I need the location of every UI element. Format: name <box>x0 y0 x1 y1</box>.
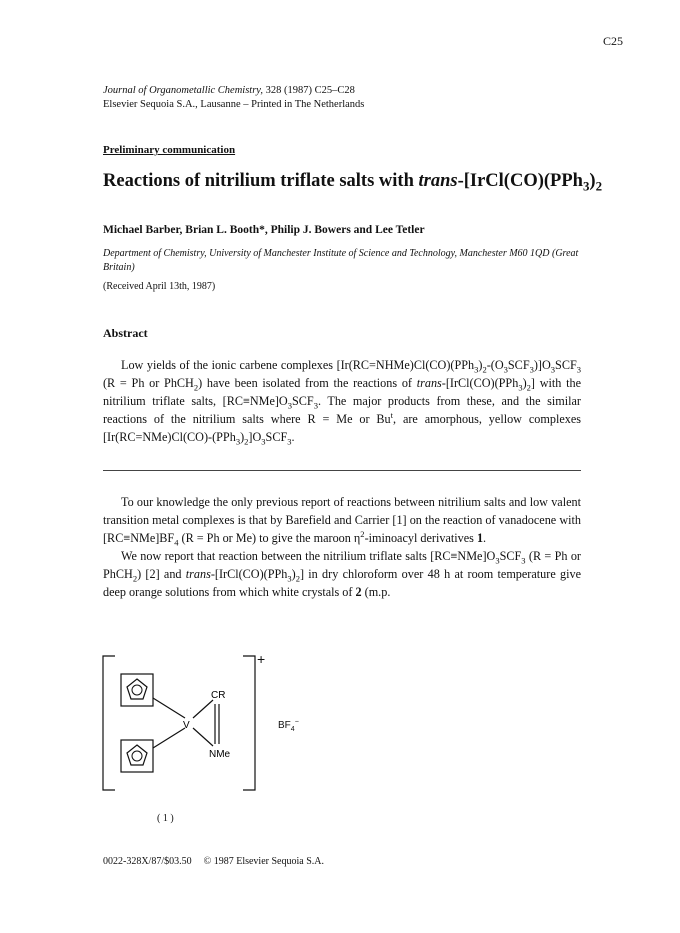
bond-line <box>153 728 185 748</box>
counter-anion: $BF_4^-$ <box>278 718 299 733</box>
right-bracket <box>243 656 255 790</box>
bond-line <box>193 728 213 746</box>
vanadocene-structure <box>95 648 295 798</box>
received-date: (Received April 13th, 1987) <box>103 281 216 292</box>
bond-line <box>153 698 185 718</box>
cyclopentadienyl-ring <box>121 740 153 772</box>
journal-title: Journal of Organometallic Chemistry, <box>103 85 264 96</box>
publisher-line: Elsevier Sequoia S.A., Lausanne – Printed in The Netherlands <box>103 99 365 110</box>
affiliation: Department of Chemistry, University of Manchester Institute of Science and Technology, Manchester M60 1QD (Great Britain) <box>103 248 579 273</box>
compound-number: ( 1 ) <box>157 813 174 824</box>
page-footer <box>103 856 336 867</box>
cyclopentadienyl-ring <box>121 674 153 706</box>
abstract-heading: Abstract <box>103 326 148 340</box>
journal-citation <box>103 84 364 112</box>
journal-volume: 328 (1987) C25–C28 <box>263 85 355 96</box>
vanadium-label: V <box>183 720 190 731</box>
article-title: Reactions of nitrilium triflate salts with trans-[$IrCl(CO)(PPh_3)_2$ <box>103 171 603 194</box>
charge-label: + <box>257 651 266 667</box>
paragraph: We now report that reaction between the nitrilium triflate salts $[RC\equiv NMe]O_3SCF_3$ (R = Ph or PhCH$_2$) [2] and trans-$[IrCl(CO)(PPh_3)_2]$ in dry chloroform over 48 h at room temperature give deep orange solutions from which white crystals of 2 (m.p. <box>103 549 581 599</box>
section-label: Preliminary communication <box>103 144 236 156</box>
section-divider <box>103 470 581 471</box>
body-text <box>103 493 581 601</box>
copyright: © 1987 Elsevier Sequoia S.A. <box>203 856 324 867</box>
issn-price: 0022-328X/87/$03.50 <box>103 856 192 867</box>
cr-label: CR <box>211 690 226 701</box>
left-bracket <box>103 656 115 790</box>
abstract-text: Low yields of the ionic carbene complexes $[Ir(RC=NHMe)Cl(CO)(PPh_3)_2-(O_3SCF_3)]O_3SCF_3$ (R = Ph or PhCH$_2$) have been isolated from the reactions of trans-$[IrCl(CO)(PPh_3)_2]$ with the nitrilium triflate salts, $[RC\equiv NMe]O_3SCF_3$. The major products from these, and the similar reactions of the nitrilium salts where R = Me or Bu$^t$, are amorphous, yellow complexes $[Ir(RC=NMe)Cl(CO)-(PPh_3)_2]O_3SCF_3$. <box>103 358 581 447</box>
author-list: Michael Barber, Brian L. Booth*, Philip J. Bowers and Lee Tetler <box>103 224 425 236</box>
bond-line <box>193 700 213 718</box>
nme-label: NMe <box>209 749 231 760</box>
paragraph: To our knowledge the only previous report of reactions between nitrilium salts and low valent transition metal complexes is that by Barefield and Carrier [1] on the reaction of vanadocene with $[RC\equiv NMe]BF_4$ (R = Ph or Me) to give the maroon $\eta^2$-iminoacyl derivatives 1. <box>103 495 581 548</box>
page-number: C25 <box>603 34 624 48</box>
